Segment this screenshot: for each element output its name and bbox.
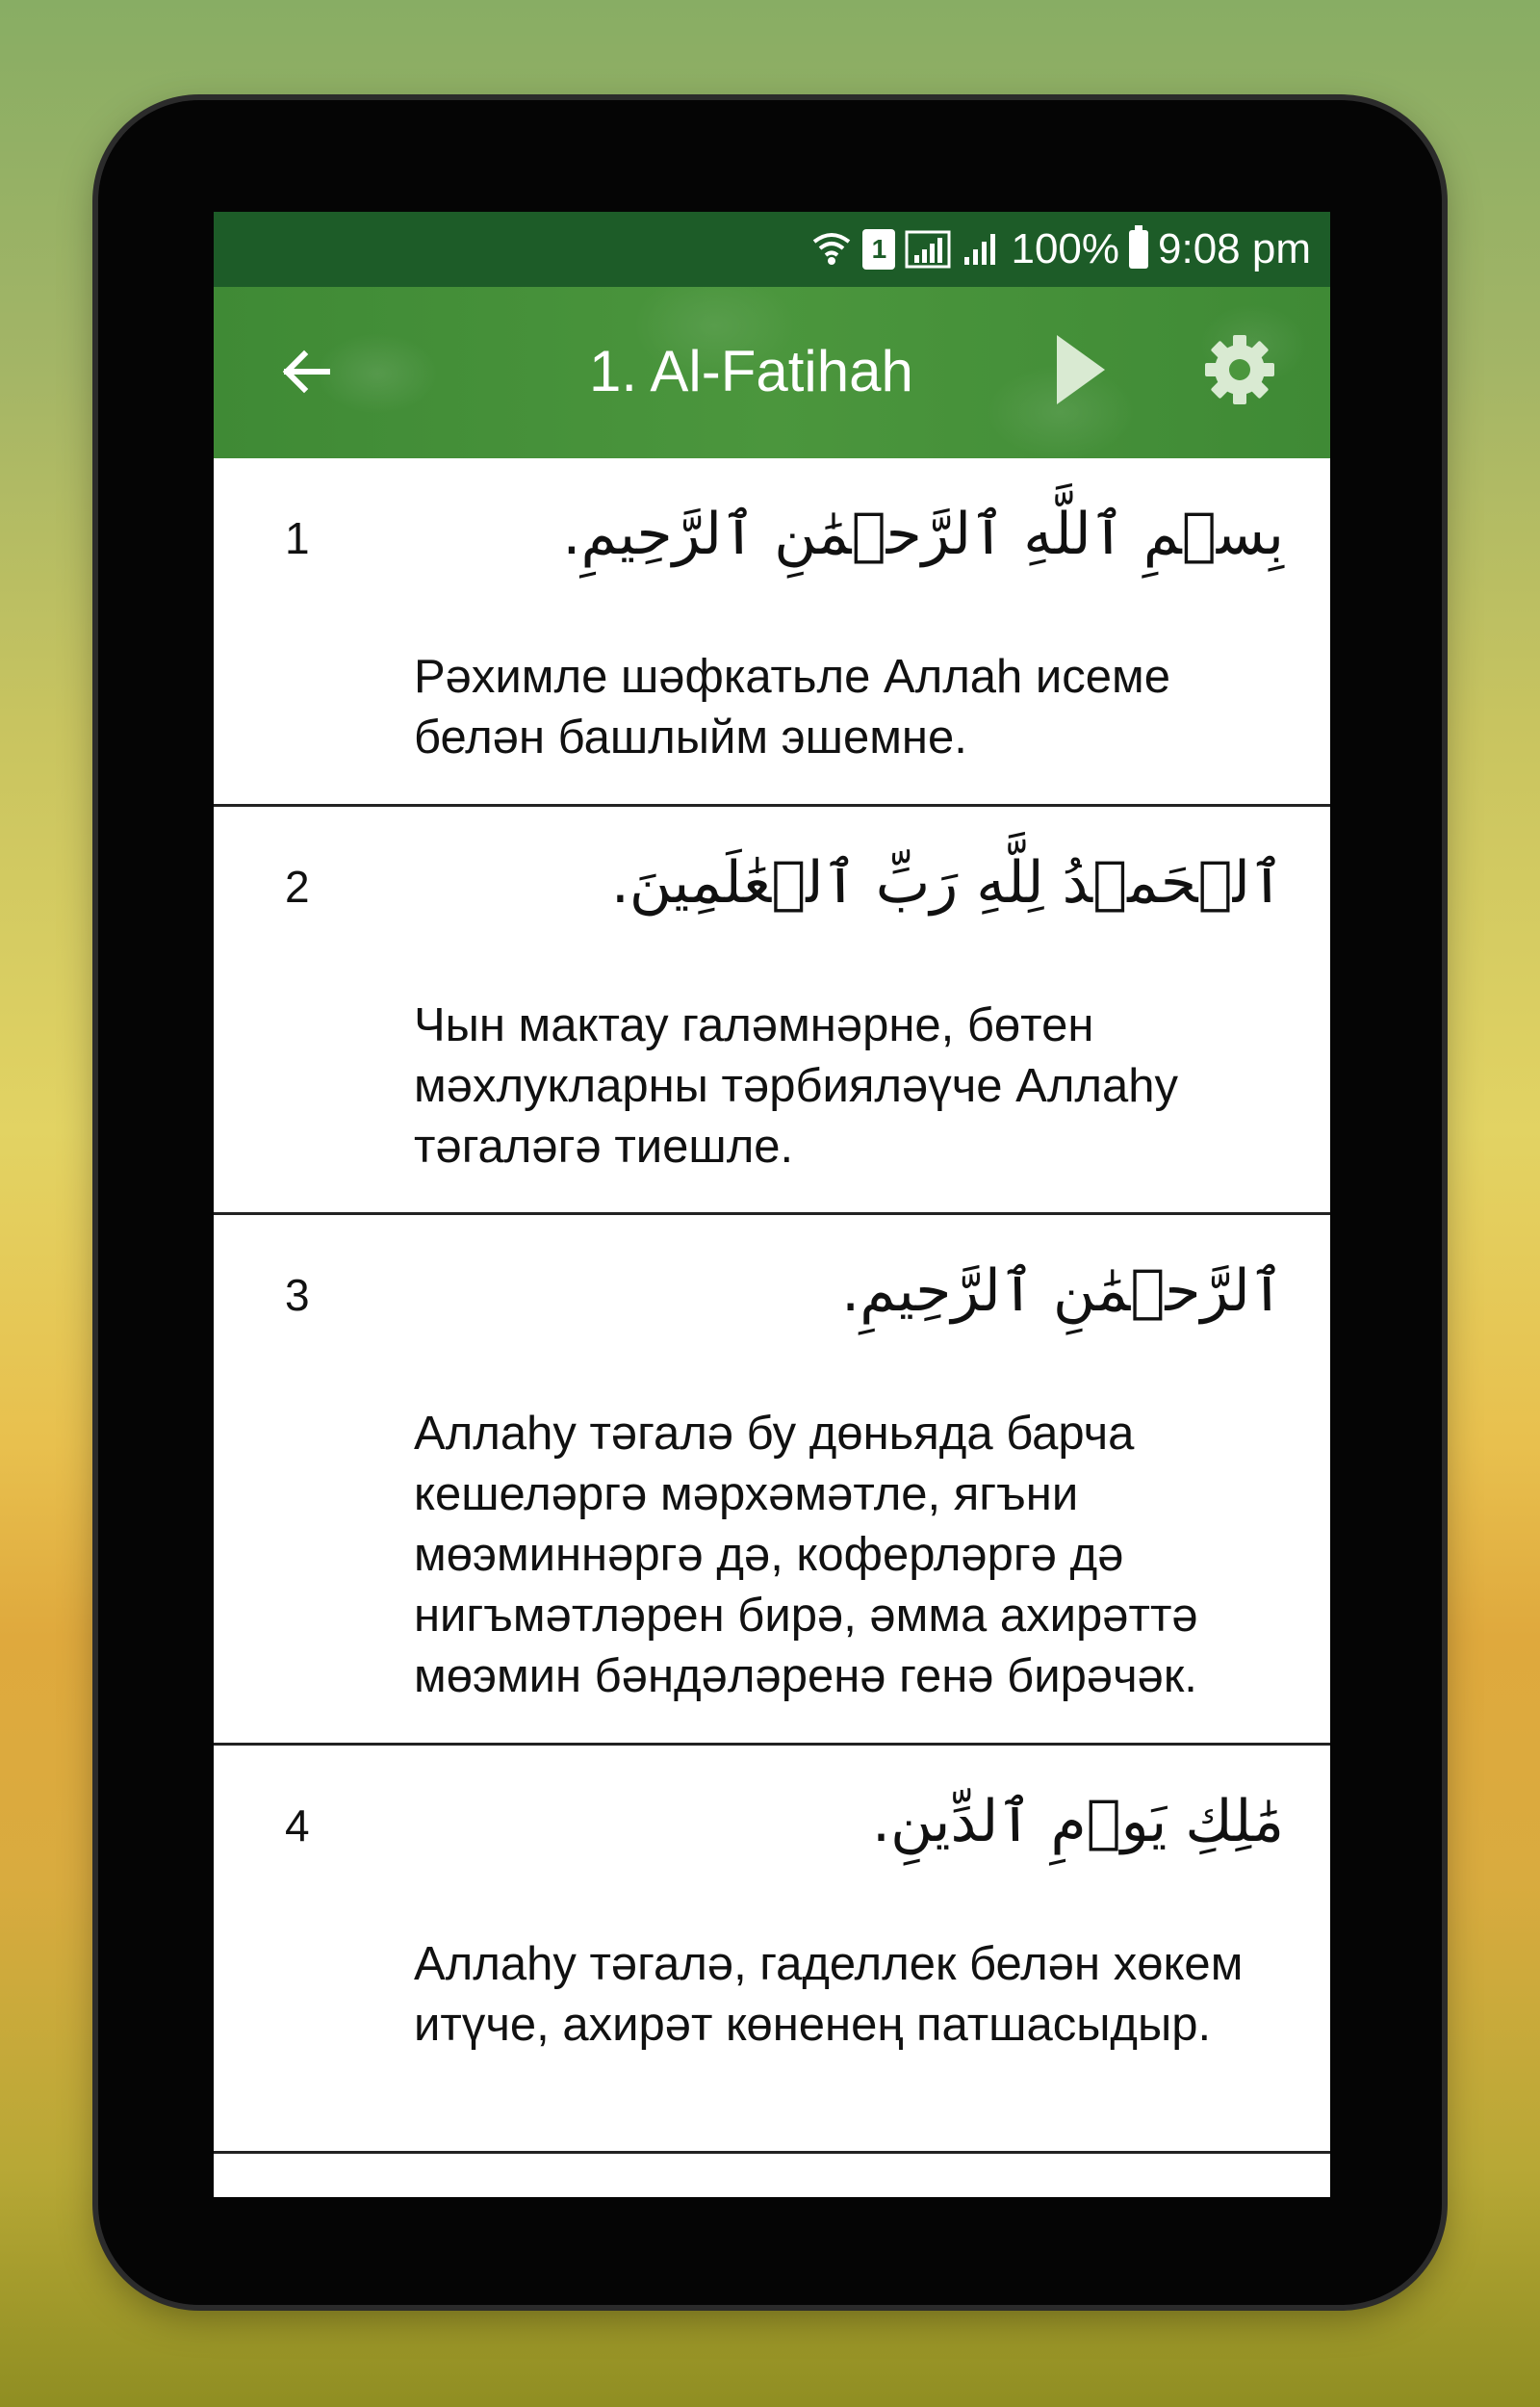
- gear-icon: [1202, 332, 1277, 411]
- verse-list: [214, 458, 1330, 2154]
- play-icon: [1053, 333, 1107, 410]
- app-bar: [214, 287, 1330, 458]
- clock: 9:08 pm: [1158, 225, 1311, 272]
- verse-item[interactable]: [214, 1746, 1330, 2154]
- verse-arabic-text: ٱلرَّحۡمَٰنِ ٱلرَّحِيمِ.: [841, 1257, 1284, 1325]
- arrow-left-icon: [277, 343, 335, 404]
- verse-arabic-text: بِسۡمِ ٱللَّهِ ٱلرَّحۡمَٰنِ ٱلرَّحِيمِ.: [562, 501, 1284, 568]
- back-button[interactable]: [268, 335, 345, 412]
- verse-number: 1: [285, 513, 310, 563]
- verse-item[interactable]: [214, 1215, 1330, 1746]
- battery-percent: 100%: [1011, 225, 1120, 272]
- verse-translation: Чын мактау галәмнәрне, бөтен мәхлукларны тәрбияләүче Аллаһу тәгаләгә тиешле.: [414, 999, 1179, 1173]
- app-screen: [214, 212, 1330, 2197]
- verse-translation: Аллаһу тәгалә, гаделлек белән хөкем итүче, ахирәт көненең патшасыдыр.: [414, 1938, 1244, 2051]
- verse-number: 3: [285, 1270, 310, 1320]
- verse-item[interactable]: [214, 458, 1330, 807]
- signal-icon: [905, 228, 953, 271]
- play-button[interactable]: [1041, 333, 1118, 410]
- verse-translation: Аллаһу тәгалә бу дөньяда барча кешеләргә мәрхәмәтле, ягъни мөэминнәргә дә, коферләргә дә нигъмәтләрен бирә, әмма ахирәттә мөэмин бәндәләренә генә бирәчәк.: [414, 1408, 1198, 1702]
- sim-icon: 1: [862, 229, 895, 270]
- wifi-calling-icon: [810, 228, 853, 271]
- verse-translation: Рәхимле шәфкатьле Аллаһ исеме белән башлыйм эшемне.: [414, 651, 1170, 764]
- verse-item[interactable]: [214, 807, 1330, 1215]
- verse-number: 4: [285, 1800, 310, 1851]
- battery-icon: [1129, 230, 1148, 269]
- page-title: 1. Al-Fatihah: [589, 339, 913, 403]
- status-bar: [214, 212, 1330, 287]
- signal-icon: [962, 228, 1001, 271]
- verse-number: 2: [285, 862, 310, 912]
- settings-button[interactable]: [1199, 331, 1280, 412]
- verse-arabic-text: مَٰلِكِ يَوۡمِ ٱلدِّينِ.: [872, 1788, 1284, 1855]
- verse-arabic-text: ٱلۡحَمۡدُ لِلَّهِ رَبِّ ٱلۡعَٰلَمِينَ.: [610, 849, 1284, 917]
